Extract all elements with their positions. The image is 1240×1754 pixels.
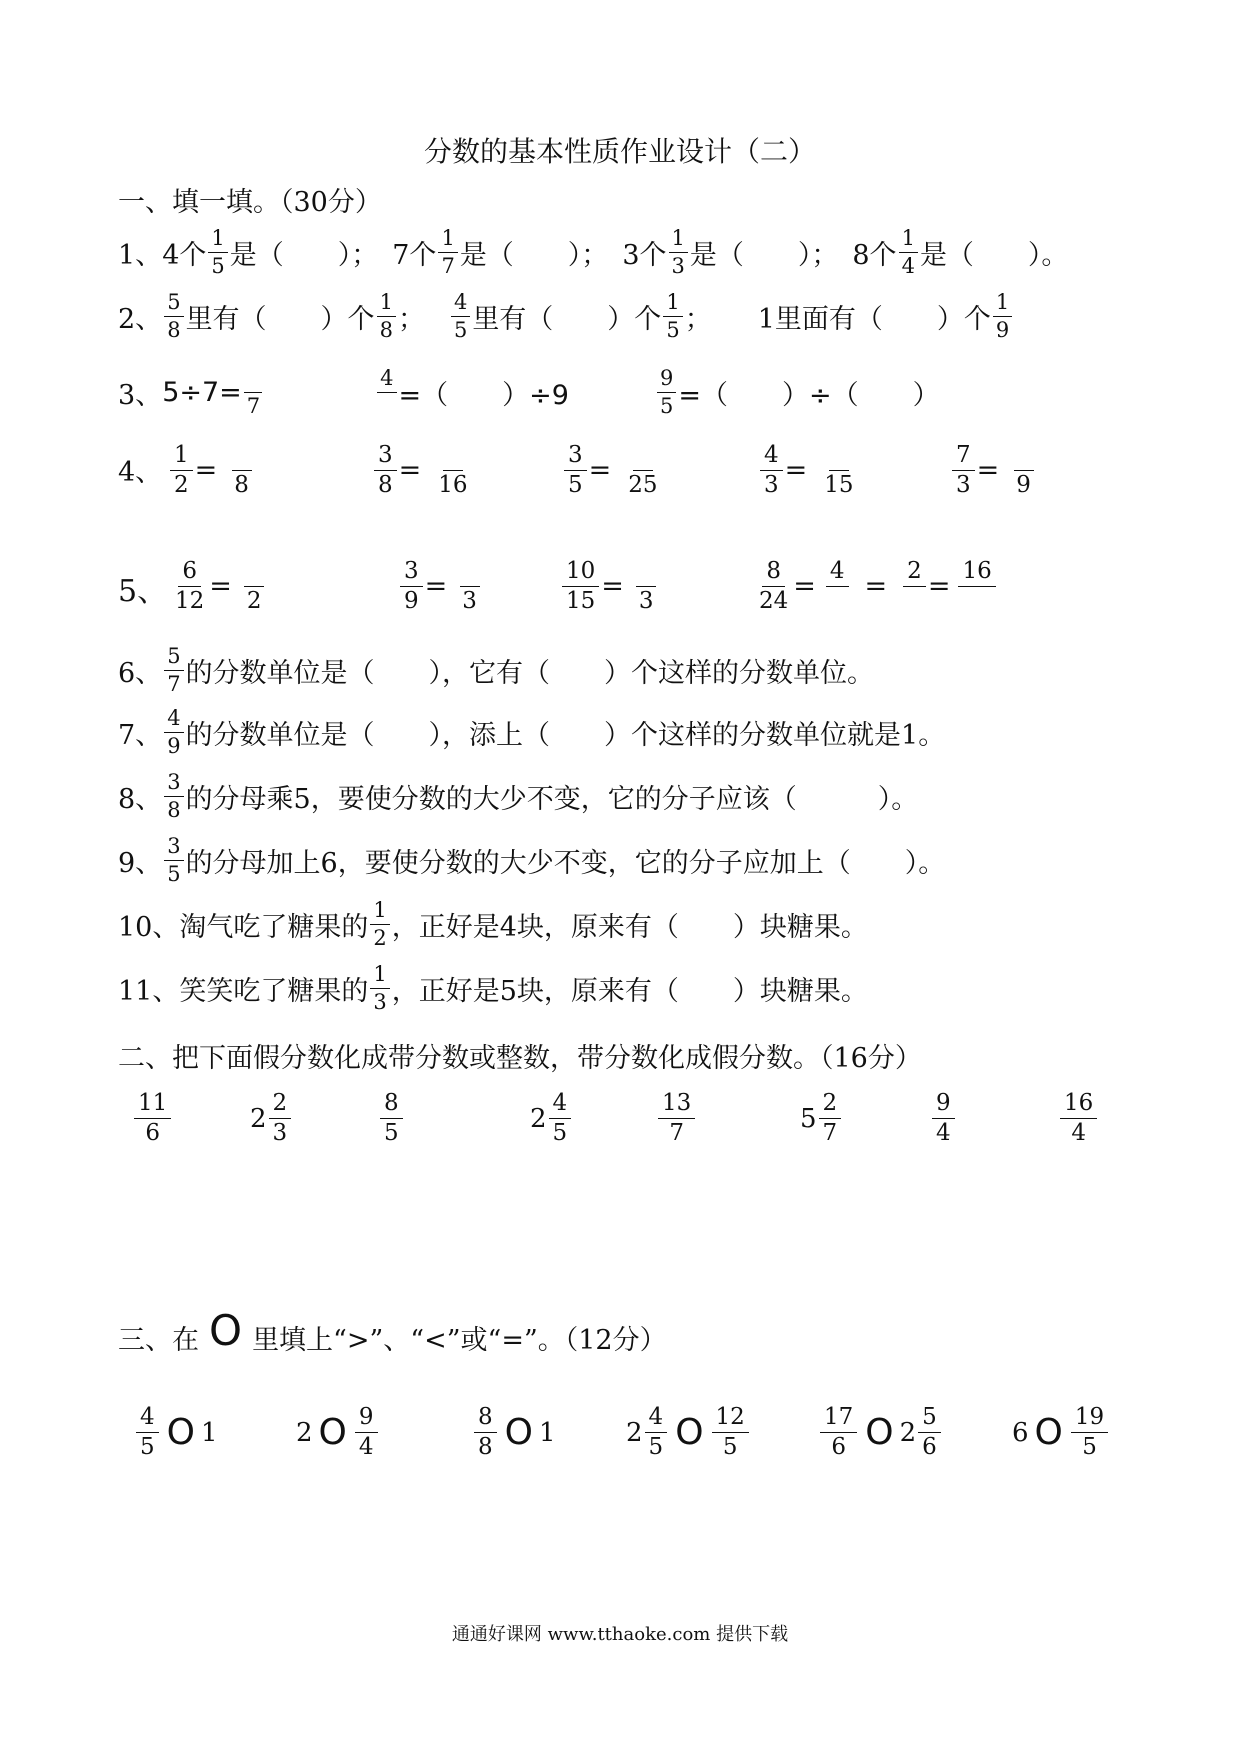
question-6: 6、 5 7 的分数单位是（ ），它有（ ）个这样的分数单位。 (118, 644, 875, 696)
q1-blank-3: 是（ ）； (689, 240, 839, 271)
q1-number: 1、 (118, 240, 163, 271)
whole-number: 2 (530, 1103, 547, 1134)
q3-expression-a: 5÷7= (162, 377, 242, 408)
convert-item-5 (656, 1092, 697, 1145)
question-9: 9、 3 5 的分母加上6，要使分数的大少不变，它的分子应加上（ ）。 (118, 834, 946, 886)
q4-item-1: $\frac{1}{2}$ = 8 (168, 444, 254, 497)
q3-number: 3、 (118, 380, 163, 411)
q2-text-3: 里有（ ）个 (472, 304, 662, 335)
q3-fraction-2: 4 (377, 368, 396, 417)
q4-item-5: $\frac{7}{3}$ = 9 (950, 444, 1036, 497)
circle-icon: O (1034, 1411, 1063, 1453)
circle-icon: O (209, 1306, 243, 1355)
q1-fraction-3: 1 3 (669, 228, 688, 277)
question-10: 10、 淘气吃了糖果的 1 2 ，正好是4块，原来有（ ）块糖果。 (118, 898, 868, 950)
q5-chain: $\frac{8}{24}$ = 4 = 2 = 16 (754, 560, 998, 613)
fraction: 8 5 (380, 1092, 403, 1145)
compare-item-2 (296, 1406, 380, 1459)
fraction: 17 6 (820, 1406, 857, 1459)
q2-fraction-2: 1 8 (377, 292, 396, 341)
whole-number: 1 (538, 1417, 556, 1448)
whole-number: 2 (250, 1103, 267, 1134)
circle-icon: O (166, 1411, 195, 1453)
q5-item-2: $\frac{3}{9}$ = 3 (398, 560, 482, 613)
q1-blank-1: 是（ ）； (229, 240, 379, 271)
fraction: 11 6 (134, 1092, 171, 1145)
whole-number: 6 (1012, 1417, 1029, 1448)
circle-icon: O (318, 1411, 347, 1453)
q2-text-5: 1里面有（ ）个 (757, 304, 991, 335)
q1-blank-2: 是（ ）； (459, 240, 609, 271)
circle-icon: O (504, 1411, 533, 1453)
q1-fraction-2: 1 7 (438, 228, 457, 277)
compare-item-6 (1012, 1406, 1110, 1459)
fraction: 9 4 (355, 1406, 378, 1459)
whole-number: 5 (800, 1103, 817, 1134)
compare-item-3 (472, 1406, 556, 1459)
fraction: 12 5 (712, 1406, 749, 1459)
compare-item-1 (134, 1406, 218, 1459)
q4-number: 4、 (118, 457, 163, 488)
fraction: 2 3 (269, 1092, 292, 1145)
circle-icon: O (675, 1411, 704, 1453)
question-8: 8、 3 8 的分母乘5，要使分数的大少不变，它的分子应该（ ）。 (118, 770, 919, 822)
q10-fraction: 1 2 (370, 900, 389, 949)
fraction: 4 5 (645, 1406, 668, 1459)
convert-item-8 (1058, 1092, 1099, 1145)
question-5 (118, 566, 167, 610)
whole-number: 1 (200, 1417, 218, 1448)
question-3 (118, 368, 940, 417)
q1-fraction-1: 1 5 (208, 228, 227, 277)
convert-item-6 (800, 1092, 843, 1145)
whole-number: 2 (296, 1417, 313, 1448)
fraction: 2 7 (819, 1092, 842, 1145)
circle-icon: O (865, 1411, 894, 1453)
fraction: 8 8 (474, 1406, 497, 1459)
q2-fraction-1: 5 8 (164, 292, 183, 341)
q2-fraction-4: 1 5 (663, 292, 682, 341)
question-1 (118, 228, 1068, 277)
q3-fraction-3: $\frac{9}{5}$ (657, 368, 676, 417)
convert-item-7 (930, 1092, 957, 1145)
section-3-heading: 三、在 O 里填上“>”、“<”或“=”。（12分） (118, 1306, 667, 1356)
q7-fraction: 4 9 (164, 708, 183, 757)
question-4 (118, 450, 162, 489)
fraction: 4 5 (136, 1406, 159, 1459)
fraction: 9 4 (932, 1092, 955, 1145)
q8-fraction: 3 8 (164, 772, 183, 821)
whole-number: 2 (626, 1417, 643, 1448)
q2-text-2: ； (397, 304, 425, 335)
q1-part2: 7个 (392, 240, 437, 271)
fraction: 19 5 (1071, 1406, 1108, 1459)
q1-fraction-4: 1 4 (899, 228, 918, 277)
q1-part1: 4个 (162, 240, 207, 271)
q1-part3: 3个 (622, 240, 667, 271)
fraction: 5 6 (918, 1406, 941, 1459)
q2-fraction-5: 1 9 (993, 292, 1012, 341)
question-7: 7、 4 9 的分数单位是（ ），添上（ ）个这样的分数单位就是1。 (118, 706, 946, 758)
compare-item-4 (626, 1406, 751, 1459)
fraction: 4 5 (549, 1092, 572, 1145)
q1-blank-4: 是（ ）。 (919, 240, 1069, 271)
q4-item-3: $\frac{3}{5}$ = 25 (562, 444, 663, 497)
q4-item-2: $\frac{3}{8}$ = 16 (372, 444, 473, 497)
compare-item-5 (818, 1406, 943, 1459)
q4-item-4: $\frac{4}{3}$ = 15 (758, 444, 859, 497)
q5-number: 5、 (118, 574, 168, 609)
footer-credit: 通通好课网 www.tthaoke.com 提供下载 (451, 1624, 789, 1645)
whole-number: 2 (899, 1417, 917, 1448)
convert-item-4 (530, 1092, 573, 1145)
convert-item-3 (378, 1092, 405, 1145)
q6-fraction: 5 7 (164, 646, 183, 695)
q11-fraction: 1 3 (370, 964, 389, 1013)
q3-expression-b: =（ ）÷9 (398, 380, 569, 411)
q1-part4: 8个 (852, 240, 897, 271)
q5-item-1: $\frac{6}{12}$ = 2 (170, 560, 267, 613)
q9-fraction: 3 5 (164, 836, 183, 885)
section-2-heading: 二、把下面假分数化成带分数或整数，带分数化成假分数。（16分） (118, 1043, 922, 1074)
q3-expression-c: =（ ）÷（ ） (678, 380, 940, 411)
fraction: 13 7 (658, 1092, 695, 1145)
q2-text-1: 里有（ ）个 (185, 304, 375, 335)
question-11: 11、 笑笑吃了糖果的 1 3 ，正好是5块，原来有（ ）块糖果。 (118, 962, 868, 1014)
convert-item-1 (132, 1092, 173, 1145)
q2-number: 2、 (118, 304, 163, 335)
q5-item-3: $\frac{10}{15}$ = 3 (560, 560, 659, 613)
q2-fraction-3: 4 5 (451, 292, 470, 341)
q3-fraction-1: 7 (244, 368, 263, 417)
fraction: 16 4 (1060, 1092, 1097, 1145)
page-title: 分数的基本性质作业设计（二） (423, 135, 816, 168)
question-2 (118, 292, 1014, 341)
section-1-heading: 一、填一填。（30分） (118, 187, 382, 218)
convert-item-2 (250, 1092, 293, 1145)
q2-text-4: ； (684, 304, 712, 335)
